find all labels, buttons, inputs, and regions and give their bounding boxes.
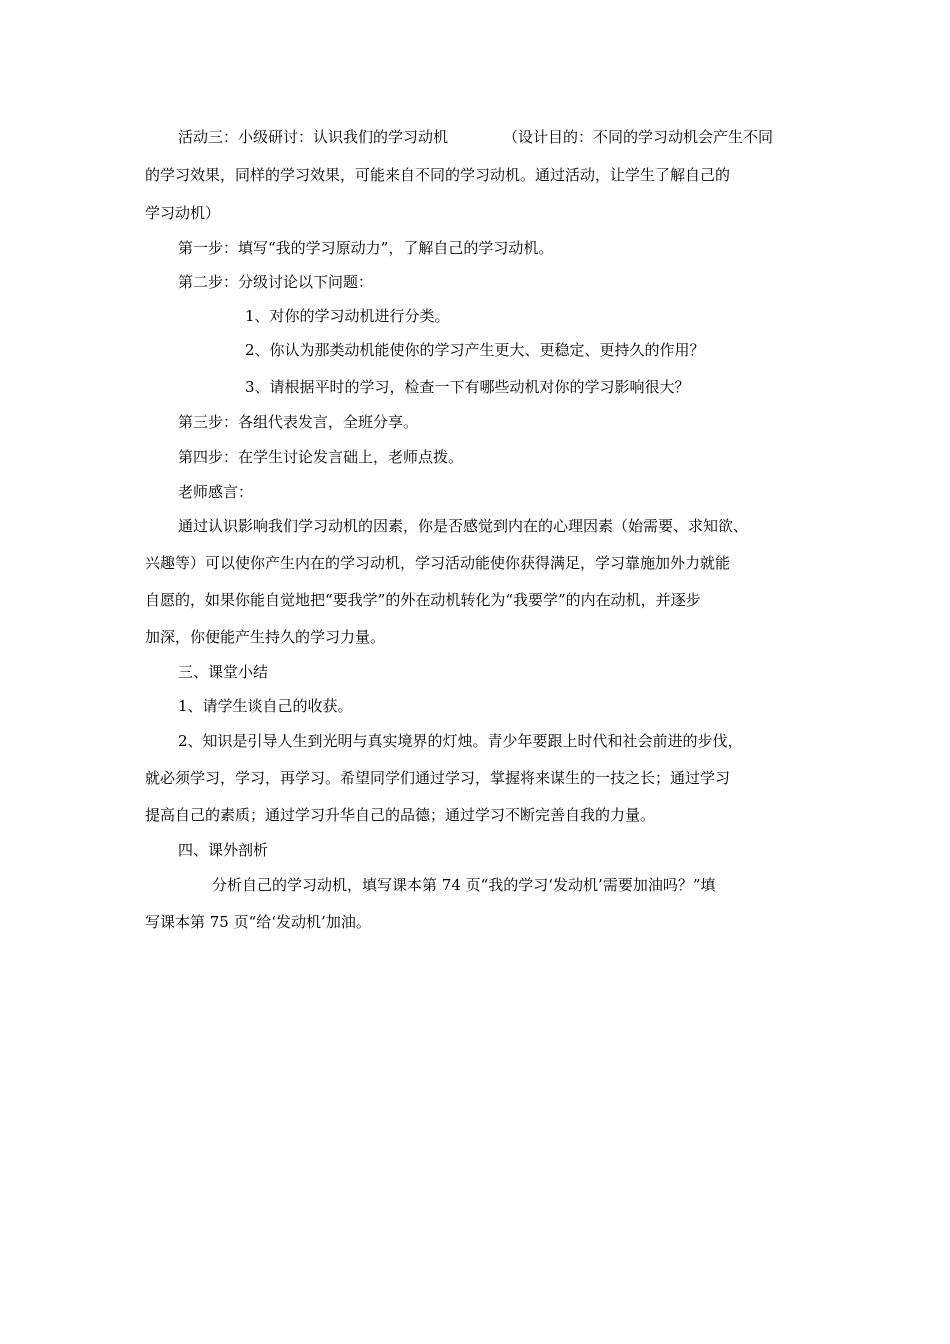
step-3: 第三步：各组代表发言，全班分享。 [178,413,419,431]
design-goal-line-1: （设计目的：不同的学习动机会产生不同 [503,128,774,146]
question-3: 3、请根据平时的学习，检查一下有哪些动机对你的学习影响很大？ [245,378,690,396]
step-1: 第一步：填写“我的学习原动力”，了解自己的学习动机。 [178,239,554,257]
outside-line-1: 分析自己的学习动机，填写课本第 74 页“我的学习‘发动机’需要加油吗？”填 [212,876,716,894]
teacher-paragraph-line-1: 通过认识影响我们学习动机的因素，你是否感觉到内在的心理因素（始需要、求知欲、 [178,517,749,535]
design-goal-line-3: 学习动机） [145,204,221,222]
step-2: 第二步：分级讨论以下问题： [178,273,374,291]
teacher-paragraph-line-4: 加深，你便能产生持久的学习力量。 [145,628,386,646]
question-1: 1、对你的学习动机进行分类。 [245,307,450,325]
summary-item-2-line-2: 就必须学习，学习，再学习。希望同学们通过学习，掌握将来谋生的一技之长；通过学习 [145,769,731,787]
summary-item-2-line-3: 提高自己的素质；通过学习升华自己的品德；通过学习不断完善自我的力量。 [145,806,656,824]
teacher-paragraph-line-3: 自愿的，如果你能自觉地把“要我学”的外在动机转化为“我要学”的内在动机，并逐步 [145,591,701,609]
summary-heading: 三、课堂小结 [178,663,269,681]
teacher-paragraph-line-2: 兴趣等）可以使你产生内在的学习动机，学习活动能使你获得满足，学习靠施加外力就能 [145,554,731,572]
summary-item-2-line-1: 2、知识是引导人生到光明与真实境界的灯烛。青少年要跟上时代和社会前进的步伐， [178,732,743,750]
summary-item-1: 1、请学生谈自己的收获。 [178,697,353,715]
outside-heading: 四、课外剖析 [178,841,269,859]
teacher-heading: 老师感言： [178,483,254,501]
step-4: 第四步：在学生讨论发言础上，老师点拨。 [178,448,464,466]
question-2: 2、你认为那类动机能使你的学习产生更大、更稳定、更持久的作用？ [245,341,705,359]
activity-title: 活动三：小级研讨：认识我们的学习动机 [178,128,449,146]
outside-line-2: 写课本第 75 页“给‘发动机’加油。 [145,913,371,931]
design-goal-line-2: 的学习效果，同样的学习效果，可能来自不同的学习动机。通过活动，让学生了解自己的 [145,166,731,184]
